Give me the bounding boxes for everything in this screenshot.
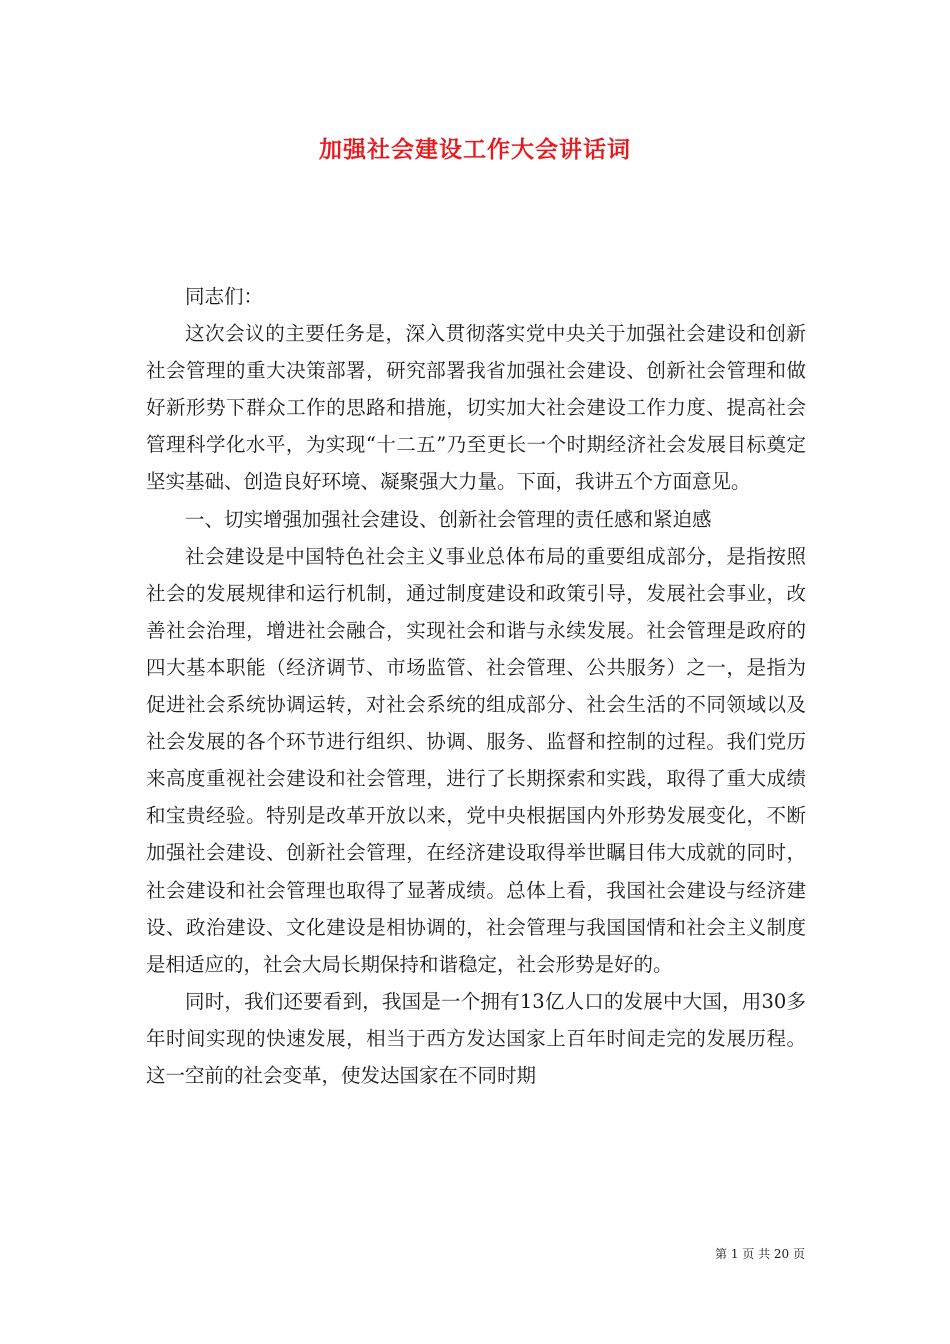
section-heading: 一、切实增强加强社会建设、创新社会管理的责任感和紧迫感 <box>185 507 712 531</box>
document-title: 加强社会建设工作大会讲话词 <box>319 136 631 163</box>
body-paragraph: 社会建设是中国特色社会主义事业总体布局的重要组成部分，是指按照社会的发展规律和运行机制，通过制度建设和政策引导，发展社会事业，改善社会治理，增进社会融合，实现社会和谐与永续发展。社会管理是政府的四大基本职能（经济调节、市场监管、社会管理、公共服务）之一，是指为促进社会系统协调运转，对社会系统的组成部分、社会生活的不同领域以及社会发展的各个环节进行组织、协调、服务、监督和控制的过程。我们党历来高度重视社会建设和社会管理，进行了长期探索和实践，取得了重大成绩和宝贵经验。特别是改革开放以来，党中央根据国内外形势发展变化，不断加强社会建设、创新社会管理，在经济建设取得举世瞩目伟大成就的同时，社会建设和社会管理也取得了显著成绩。总体上看，我国社会建设与经济建设、政治建设、文化建设是相协调的，社会管理与我国国情和社会主义制度是相适应的，社会大局长期保持和谐稳定，社会形势是好的。 <box>146 544 806 976</box>
intro-paragraph: 这次会议的主要任务是，深入贯彻落实党中央关于加强社会建设和创新社会管理的重大决策部署，研究部署我省加强社会建设、创新社会管理和做好新形势下群众工作的思路和措施，切实加大社会建设工作力度、提高社会管理科学化水平，为实现“十二五”乃至更长一个时期经济社会发展目标奠定坚实基础、创造良好环境、凝聚强大力量。下面，我讲五个方面意见。 <box>146 322 806 494</box>
page-number: 第 1 页 共 20 页 <box>715 1247 805 1261</box>
body-paragraph: 同时，我们还要看到，我国是一个拥有13亿人口的发展中大国，用30多年时间实现的快速发展，相当于西方发达国家上百年时间走完的发展历程。这一空前的社会变革，使发达国家在不同时期 <box>146 989 806 1087</box>
salutation-paragraph: 同志们： <box>185 285 264 308</box>
document-body <box>146 278 806 1094</box>
